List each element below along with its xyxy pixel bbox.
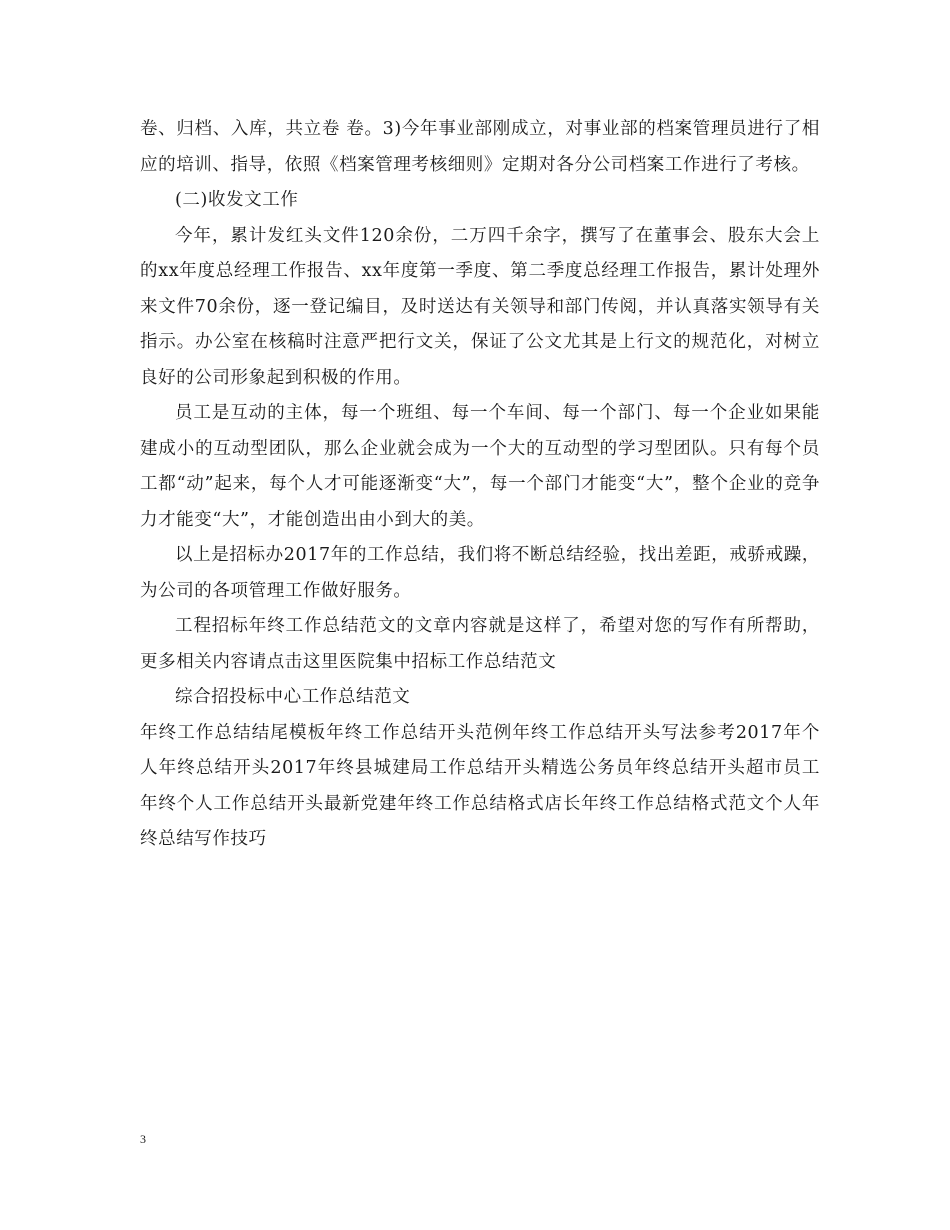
paragraph-related-list: 年终工作总结结尾模板年终工作总结开头范例年终工作总结开头写法参考2017年个人年终总结开头2017年终县城建局工作总结开头精选公务员年终总结开头超市员工年终个人工作总结开头最新党建年终工作总结格式店长年终工作总结格式范文个人年终总结写作技巧: [140, 722, 820, 849]
paragraph-document-handling: 今年，累计发红头文件120余份，二万四千余字，撰写了在董事会、股东大会上的xx年度总经理工作报告、xx年度第一季度、第二季度总经理工作报告，累计处理外来文件70余份，逐一登记编目，及时送达有关领导和部门传阅，并认真落实领导有关指示。办公室在核稿时注意严把行文关，保证了公文尤其是上行文的规范化，对树立良好的公司形象起到积极的作用。: [140, 225, 820, 388]
paragraph-employee-interaction: 员工是互动的主体，每一个班组、每一个车间、每一个部门、每一个企业如果能建成小的互动型团队，那么企业就会成为一个大的互动型的学习型团队。只有每个员工都“动”起来，每个人才可能逐渐变“大”，每一个部门才能变“大”，整个企业的竞争力才能变“大”，才能创造出由小到大的美。: [140, 403, 820, 530]
section-heading-document-handling: (二)收发文工作: [175, 190, 299, 210]
paragraph-summary-closing: 以上是招标办2017年的工作总结，我们将不断总结经验，找出差距，戒骄戒躁，为公司的各项管理工作做好服务。: [140, 545, 820, 601]
paragraph-related-title: 综合招投标中心工作总结范文: [175, 687, 411, 707]
paragraph-archive-continuation: 卷、归档、入库，共立卷 卷。3)今年事业部刚成立，对事业部的档案管理员进行了相应的培训、指导，依照《档案管理考核细则》定期对各分公司档案工作进行了考核。: [140, 119, 820, 175]
paragraph-related-links: 工程招标年终工作总结范文的文章内容就是这样了，希望对您的写作有所帮助，更多相关内容请点击这里医院集中招标工作总结范文: [140, 616, 820, 672]
document-body: [140, 112, 820, 858]
page-number: 3: [140, 1132, 146, 1146]
